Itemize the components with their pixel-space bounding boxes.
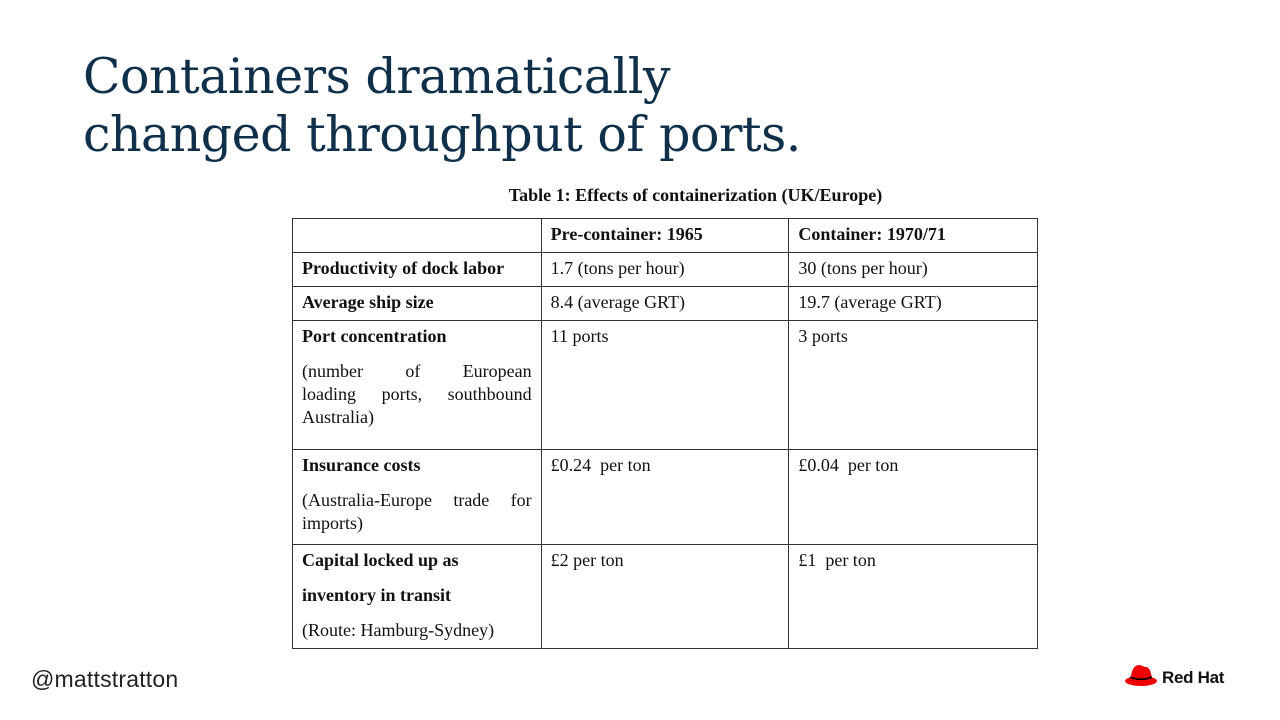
header-cell-container: Container: 1970/71 bbox=[789, 219, 1038, 253]
row-detail-line: (Route: Hamburg-Sydney) bbox=[302, 620, 495, 640]
row-label-insurance-title: Insurance costs bbox=[302, 455, 421, 475]
row-detail-line: (number of European bbox=[302, 361, 532, 381]
cell-post-dock-labor: 30 (tons per hour) bbox=[789, 253, 1038, 287]
table-row bbox=[293, 287, 1038, 321]
table-row bbox=[293, 450, 1038, 545]
cell-pre-insurance: £0.24 per ton bbox=[541, 450, 789, 545]
row-detail-line: imports) bbox=[302, 513, 363, 533]
row-label-ship-size: Average ship size bbox=[293, 287, 542, 321]
cell-post-insurance: £0.04 per ton bbox=[789, 450, 1038, 545]
cell-post-capital: £1 per ton bbox=[789, 545, 1038, 649]
containerization-table bbox=[292, 218, 1038, 649]
cell-pre-capital: £2 per ton bbox=[541, 545, 789, 649]
cell-post-ship-size: 19.7 (average GRT) bbox=[789, 287, 1038, 321]
row-label-insurance bbox=[293, 450, 542, 545]
row-detail-line: loading ports, southbound bbox=[302, 384, 532, 404]
brand-name: Red Hat bbox=[1162, 667, 1225, 687]
row-label-port-title: Port concentration bbox=[302, 326, 447, 346]
table-header-row bbox=[293, 219, 1038, 253]
slide-title-line-2: changed throughput of ports. bbox=[83, 106, 801, 163]
row-label-capital-line-2: inventory in transit bbox=[302, 585, 452, 605]
row-label-port-concentration bbox=[293, 321, 542, 450]
cell-post-port-concentration: 3 ports bbox=[789, 321, 1038, 450]
table-row bbox=[293, 545, 1038, 649]
table-row bbox=[293, 321, 1038, 450]
row-detail-line: (Australia-Europe trade for bbox=[302, 490, 532, 510]
row-label-capital bbox=[293, 545, 542, 649]
header-cell-empty bbox=[293, 219, 542, 253]
row-label-capital-line-1: Capital locked up as bbox=[302, 550, 459, 570]
cell-pre-ship-size: 8.4 (average GRT) bbox=[541, 287, 789, 321]
cell-pre-port-concentration: 11 ports bbox=[541, 321, 789, 450]
cell-pre-dock-labor: 1.7 (tons per hour) bbox=[541, 253, 789, 287]
slide-title bbox=[83, 48, 801, 164]
header-cell-pre-container: Pre-container: 1965 bbox=[541, 219, 789, 253]
speaker-handle: @mattstratton bbox=[31, 666, 179, 692]
brand-logo bbox=[1124, 662, 1224, 693]
red-hat-logo-icon bbox=[1124, 662, 1158, 693]
table-row bbox=[293, 253, 1038, 287]
row-detail-line: Australia) bbox=[302, 407, 374, 427]
slide-title-line-1: Containers dramatically bbox=[83, 48, 671, 105]
row-label-dock-labor: Productivity of dock labor bbox=[293, 253, 542, 287]
table-caption: Table 1: Effects of containerization (UK/Europe) bbox=[508, 185, 883, 205]
